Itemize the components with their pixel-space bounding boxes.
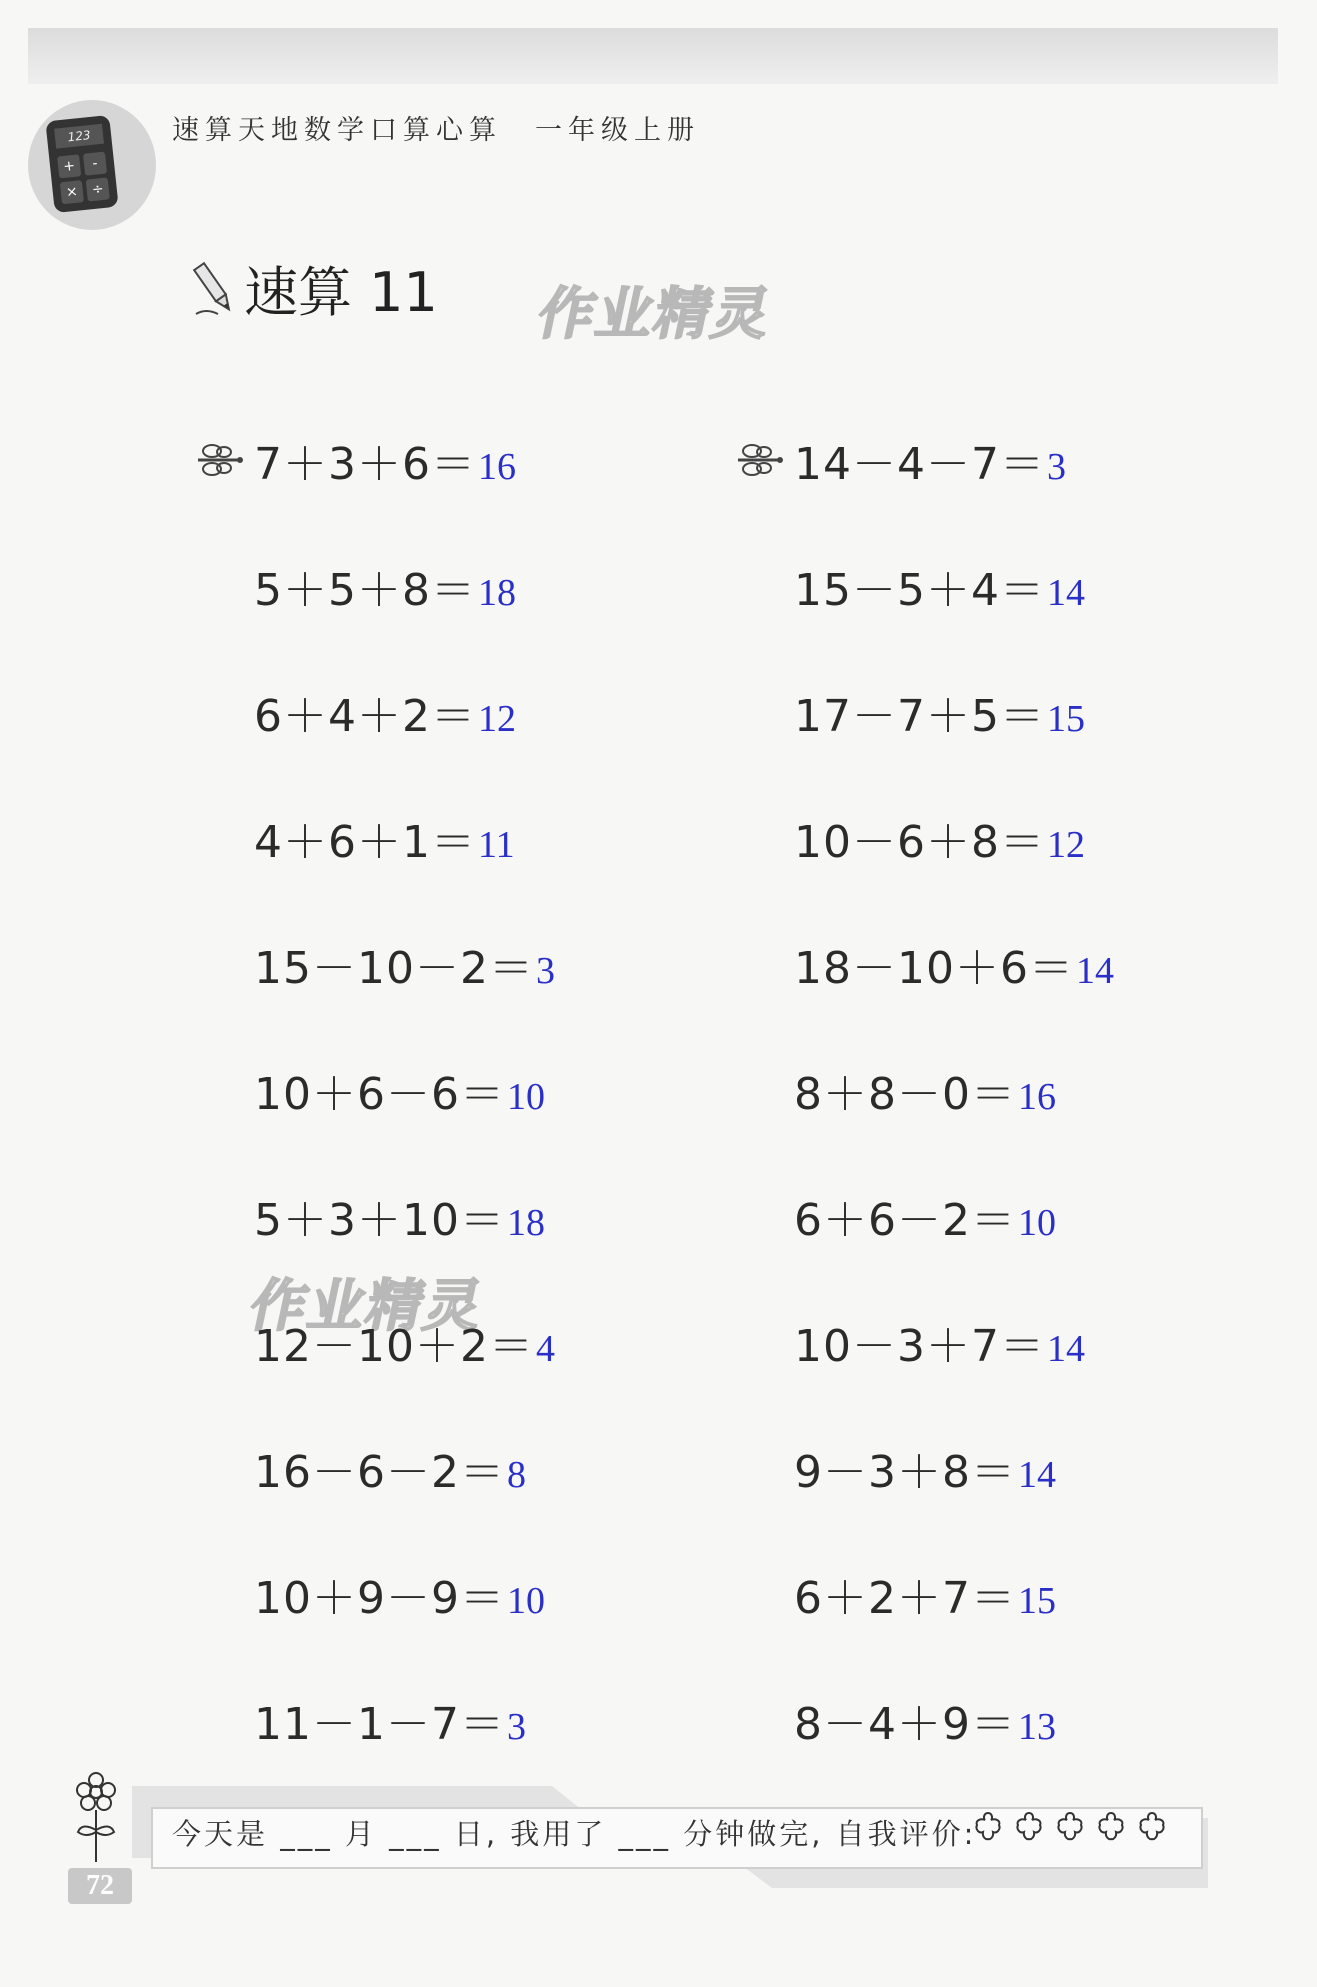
problem-row — [794, 1562, 1056, 1622]
problem-expression: 18－10＋6＝ — [794, 943, 1074, 994]
problem-row — [794, 1310, 1085, 1370]
handwritten-answer: 14 — [1075, 950, 1114, 992]
handwritten-answer: 3 — [506, 1706, 526, 1748]
rating-flower-icon[interactable] — [1054, 1810, 1086, 1842]
page-title: 速算 11 — [244, 261, 438, 324]
problem-row — [794, 1058, 1056, 1118]
handwritten-answer: 14 — [1046, 572, 1085, 614]
handwritten-answer: 3 — [535, 950, 555, 992]
rating-flower-icon[interactable] — [1136, 1810, 1168, 1842]
dragonfly-icon — [730, 440, 788, 480]
problem-expression: 9－3＋8＝ — [794, 1447, 1016, 1498]
problem-expression: 11－1－7＝ — [254, 1699, 505, 1750]
problem-expression: 6＋4＋2＝ — [254, 691, 476, 742]
handwritten-answer: 8 — [506, 1454, 526, 1496]
problem-expression: 12－10＋2＝ — [254, 1321, 534, 1372]
handwritten-answer: 15 — [1046, 698, 1085, 740]
problem-expression: 10－3＋7＝ — [794, 1321, 1045, 1372]
rating-flower-icon[interactable] — [1013, 1810, 1045, 1842]
handwritten-answer: 4 — [535, 1328, 555, 1370]
problem-expression: 6＋2＋7＝ — [794, 1573, 1016, 1624]
book-title: 速算天地数学口算心算 一年级上册 — [172, 115, 700, 146]
problem-expression: 6＋6－2＝ — [794, 1195, 1016, 1246]
problem-row — [254, 1058, 545, 1118]
problem-expression: 16－6－2＝ — [254, 1447, 505, 1498]
problem-expression: 15－10－2＝ — [254, 943, 534, 994]
problem-row — [254, 1310, 555, 1370]
handwritten-answer: 10 — [506, 1076, 545, 1118]
dragonfly-icon — [190, 440, 248, 480]
problem-row — [794, 680, 1085, 740]
problem-row — [794, 428, 1066, 488]
problem-expression: 8＋8－0＝ — [794, 1069, 1016, 1120]
completion-record: 今天是 ___ 月 ___ 日, 我用了 ___ 分钟做完, 自我评价: — [172, 1817, 977, 1851]
problem-row — [794, 554, 1085, 614]
problem-row — [254, 428, 516, 488]
problem-row — [254, 1436, 526, 1496]
header-band — [28, 28, 1278, 84]
calculator-key: ÷ — [86, 177, 110, 201]
flower-icon — [64, 1770, 128, 1870]
handwritten-answer: 10 — [506, 1580, 545, 1622]
handwritten-answer: 16 — [477, 446, 516, 488]
calculator-screen: 123 — [54, 124, 104, 149]
problem-expression: 4＋6＋1＝ — [254, 817, 476, 868]
self-rating — [972, 1810, 1172, 1846]
rating-flower-icon[interactable] — [972, 1810, 1004, 1842]
pencil-icon — [192, 258, 236, 318]
handwritten-answer: 15 — [1017, 1580, 1056, 1622]
problem-row — [254, 932, 555, 992]
problem-expression: 15－5＋4＝ — [794, 565, 1045, 616]
problem-expression: 5＋5＋8＝ — [254, 565, 476, 616]
problem-expression: 5＋3＋10＝ — [254, 1195, 505, 1246]
problem-expression: 17－7＋5＝ — [794, 691, 1045, 742]
problem-expression: 8－4＋9＝ — [794, 1699, 1016, 1750]
watermark: 作业精灵 — [244, 1274, 490, 1339]
calculator-key: + — [57, 154, 81, 178]
handwritten-answer: 10 — [1017, 1202, 1056, 1244]
problem-row — [794, 1688, 1056, 1748]
problem-row — [794, 932, 1114, 992]
problem-expression: 10＋6－6＝ — [254, 1069, 505, 1120]
problem-expression: 7＋3＋6＝ — [254, 439, 476, 490]
problem-expression: 10－6＋8＝ — [794, 817, 1045, 868]
problem-expression: 14－4－7＝ — [794, 439, 1045, 490]
handwritten-answer: 16 — [1017, 1076, 1056, 1118]
handwritten-answer: 11 — [477, 824, 515, 866]
watermark: 作业精灵 — [532, 282, 778, 347]
problem-expression: 10＋9－9＝ — [254, 1573, 505, 1624]
problem-row — [254, 554, 516, 614]
problem-row — [254, 806, 515, 866]
handwritten-answer: 14 — [1046, 1328, 1085, 1370]
calculator-icon — [45, 115, 118, 213]
calculator-key: × — [60, 180, 84, 204]
handwritten-answer: 18 — [506, 1202, 545, 1244]
handwritten-answer: 12 — [477, 698, 516, 740]
rating-flower-icon[interactable] — [1095, 1810, 1127, 1842]
handwritten-answer: 3 — [1046, 446, 1066, 488]
problem-row — [254, 1562, 545, 1622]
handwritten-answer: 12 — [1046, 824, 1085, 866]
problem-row — [794, 1436, 1056, 1496]
problem-row — [254, 1184, 545, 1244]
problem-row — [794, 806, 1085, 866]
problem-row — [794, 1184, 1056, 1244]
calculator-key: - — [83, 152, 107, 176]
handwritten-answer: 14 — [1017, 1454, 1056, 1496]
problem-row — [254, 680, 516, 740]
handwritten-answer: 18 — [477, 572, 516, 614]
handwritten-answer: 13 — [1017, 1706, 1056, 1748]
page-number: 72 — [68, 1868, 132, 1904]
problem-row — [254, 1688, 526, 1748]
